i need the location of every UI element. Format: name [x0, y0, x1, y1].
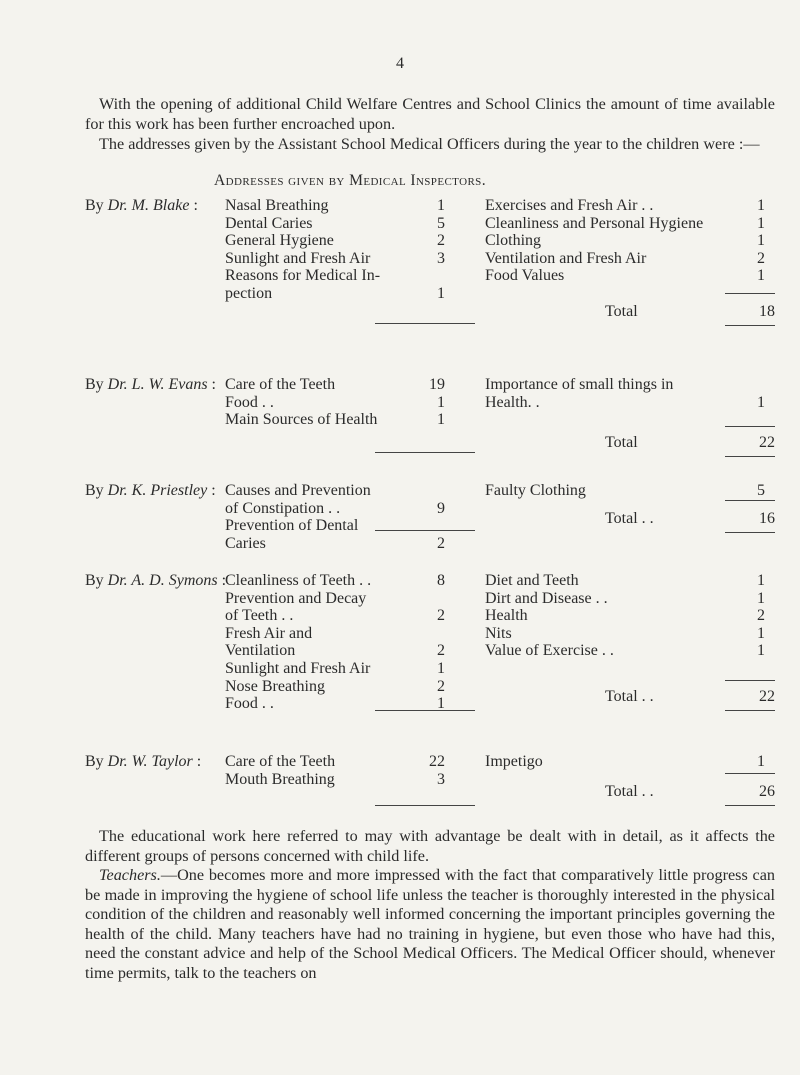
- left-topic-count: 1: [437, 695, 445, 713]
- right-topic-row: [485, 394, 775, 412]
- left-topic-row: [225, 753, 465, 771]
- doctor-prefix: By: [85, 753, 108, 770]
- right-topic-topic: Exercises and Fresh Air . .: [485, 197, 654, 214]
- left-topic-count: 1: [437, 659, 445, 677]
- closing-paragraph-1: The educational work here referred to may with advantage be dealt with in detail, as it affects the different groups of persons concerned with child life.: [85, 827, 775, 865]
- total-row: [605, 510, 775, 528]
- left-topic-row: [225, 215, 465, 233]
- doctor-name-text: Dr. M. Blake: [107, 197, 190, 214]
- right-topic-count: 2: [757, 607, 765, 625]
- left-topic-topic: Cleanliness of Teeth . .: [225, 572, 372, 589]
- left-topic-topic: Reasons for Medical In-: [225, 267, 381, 285]
- right-topic-row: [485, 232, 775, 250]
- right-topic-topic: Importance of small things in: [485, 376, 674, 393]
- subtotal-rule: [725, 426, 775, 427]
- left-topic-topic: Prevention of Dental: [225, 517, 359, 535]
- subtotal-rule: [725, 293, 775, 294]
- right-topics-column: [485, 572, 775, 660]
- right-topic-count: 1: [757, 624, 765, 642]
- left-topic-count: 22: [429, 753, 445, 770]
- left-topic-row: [225, 376, 465, 394]
- section-divider: [375, 805, 475, 806]
- left-topic-row: [225, 411, 465, 429]
- left-topic-count: 2: [437, 607, 445, 625]
- right-topic-topic: Dirt and Disease . .: [485, 589, 608, 607]
- total-value: 26: [759, 783, 775, 800]
- section-divider: [375, 323, 475, 324]
- right-topic-topic: Clothing: [485, 232, 542, 250]
- left-topic-topic: Caries: [225, 534, 266, 552]
- total-label: Total: [605, 303, 638, 320]
- doctor-name-text: Dr. W. Taylor: [107, 753, 193, 770]
- right-topic-count: 1: [757, 753, 765, 770]
- section-divider: [375, 530, 475, 531]
- left-topics-column: [225, 753, 475, 788]
- right-topic-row: [485, 215, 775, 233]
- right-topics-column: [485, 197, 775, 285]
- right-topic-row: [485, 625, 775, 643]
- right-topic-count: 1: [757, 214, 765, 232]
- doctor-block: [85, 572, 775, 712]
- left-topic-topic: Care of the Teeth: [225, 376, 336, 393]
- total-row: [605, 303, 775, 321]
- section-divider: [375, 710, 475, 711]
- right-topic-count: 1: [757, 267, 765, 285]
- left-topic-count: 2: [437, 642, 445, 660]
- right-topic-topic: Faulty Clothing: [485, 482, 586, 499]
- left-topic-topic: pection: [225, 284, 273, 302]
- right-topic-topic: Impetigo: [485, 753, 543, 770]
- total-row: [605, 434, 775, 452]
- right-topics-column: [485, 482, 775, 500]
- left-topic-count: 3: [437, 770, 445, 788]
- left-topics-column: [225, 572, 475, 713]
- doctor-suffix: :: [192, 753, 202, 770]
- right-topic-count: 2: [757, 249, 765, 267]
- left-topic-row: [225, 267, 465, 285]
- left-topic-count: 1: [437, 197, 445, 214]
- left-topic-topic: Dental Caries: [225, 214, 313, 232]
- total-rule: [725, 532, 775, 533]
- right-topics-column: [485, 376, 775, 411]
- doctor-suffix: :: [217, 572, 227, 589]
- right-topic-count: 1: [757, 572, 765, 589]
- doctor-suffix: :: [207, 482, 216, 499]
- doctor-name: [85, 376, 216, 394]
- right-topic-row: [485, 642, 775, 660]
- section-divider: [375, 452, 475, 453]
- left-topic-count: 5: [437, 214, 445, 232]
- section-heading: Addresses given by Medical Inspectors.: [214, 172, 487, 189]
- total-label: Total . .: [605, 688, 654, 705]
- right-topic-count: 1: [757, 232, 765, 250]
- intro-paragraph-2: The addresses given by the Assistant School Medical Officers during the year to the children were :—: [99, 135, 760, 153]
- subtotal-rule: [725, 680, 775, 681]
- left-topic-row: [225, 232, 465, 250]
- right-topic-topic: Nits: [485, 624, 512, 642]
- left-topic-count: 2: [437, 232, 445, 250]
- left-topic-topic: Food . .: [225, 393, 274, 411]
- left-topic-row: [225, 590, 465, 608]
- total-row: [605, 783, 775, 801]
- doctor-block: [85, 197, 775, 337]
- left-topics-column: [225, 376, 475, 429]
- left-topic-row: [225, 771, 465, 789]
- left-topic-count: 1: [437, 284, 445, 302]
- intro-paragraph-1: With the opening of additional Child Welfare Centres and School Clinics the amount of time available for this work has been further encroached upon.: [85, 95, 775, 133]
- doctor-suffix: :: [189, 197, 198, 214]
- total-rule: [725, 710, 775, 711]
- left-topic-row: [225, 517, 465, 535]
- total-rule: [725, 456, 775, 457]
- left-topics-column: [225, 482, 475, 552]
- teachers-text: —One becomes more and more impressed with the fact that comparatively little progress can be made in improving the hygiene of school life unless the teacher is thoroughly interested in the physical condition of the children and reasonably well informed concerning the important principles governing the health of the child. Many teachers have had no training in hygiene, but even those who have had this, need the constant advice and help of the School Medical Officers. The Medical Officer should, whenever time permits, talk to the teachers on: [85, 866, 775, 982]
- page-number: 4: [396, 55, 404, 72]
- right-topic-count: 1: [757, 393, 765, 411]
- left-topic-row: [225, 625, 465, 643]
- left-topic-topic: Ventilation: [225, 642, 296, 660]
- left-topic-count: 1: [437, 393, 445, 411]
- left-topic-topic: Main Sources of Health: [225, 411, 378, 429]
- left-topic-topic: Sunlight and Fresh Air: [225, 249, 371, 267]
- left-topic-row: [225, 607, 465, 625]
- doctor-name: [85, 197, 198, 215]
- right-topic-topic: Health. .: [485, 393, 540, 411]
- left-topic-topic: of Constipation . .: [225, 499, 341, 517]
- right-topic-count: 5: [757, 482, 765, 499]
- left-topic-topic: Care of the Teeth: [225, 753, 336, 770]
- left-topics-column: [225, 197, 475, 303]
- total-row: [605, 688, 775, 706]
- doctor-prefix: By: [85, 572, 108, 589]
- right-topic-topic: Health: [485, 607, 528, 625]
- left-topic-topic: Mouth Breathing: [225, 770, 335, 788]
- left-topic-count: 2: [437, 534, 445, 552]
- left-topic-row: [225, 572, 465, 590]
- right-topic-row: [485, 482, 775, 500]
- doctor-name-text: Dr. K. Priestley: [107, 482, 208, 499]
- left-topic-topic: Prevention and Decay: [225, 589, 367, 607]
- teachers-lead: Teachers.: [99, 866, 161, 884]
- left-topic-topic: Food . .: [225, 695, 274, 713]
- left-topic-count: 2: [437, 677, 445, 695]
- left-topic-count: 9: [437, 499, 445, 517]
- subtotal-rule: [725, 500, 775, 501]
- total-label: Total: [605, 434, 638, 451]
- doctor-name-text: Dr. L. W. Evans: [107, 376, 208, 393]
- doctor-suffix: :: [207, 376, 216, 393]
- right-topic-count: 1: [757, 197, 765, 214]
- right-topic-row: [485, 753, 775, 771]
- left-topic-topic: Causes and Prevention: [225, 482, 371, 499]
- left-topic-row: [225, 642, 465, 660]
- doctor-prefix: By: [85, 376, 108, 393]
- right-topics-column: [485, 753, 775, 771]
- left-topic-row: [225, 197, 465, 215]
- doctor-name-text: Dr. A. D. Symons: [107, 572, 218, 589]
- left-topic-topic: Nose Breathing: [225, 677, 325, 695]
- right-topic-topic: Cleanliness and Personal Hygiene: [485, 214, 704, 232]
- doctor-name: [85, 572, 226, 590]
- left-topic-topic: Nasal Breathing: [225, 197, 329, 214]
- right-topic-count: 1: [757, 589, 765, 607]
- left-topic-row: [225, 500, 465, 518]
- right-topic-row: [485, 267, 775, 285]
- doctor-prefix: By: [85, 482, 108, 499]
- doctor-name: [85, 753, 201, 771]
- total-rule: [725, 805, 775, 806]
- left-topic-topic: Sunlight and Fresh Air: [225, 659, 371, 677]
- total-rule: [725, 325, 775, 326]
- left-topic-topic: Fresh Air and: [225, 624, 313, 642]
- left-topic-row: [225, 285, 465, 303]
- right-topic-topic: Food Values: [485, 267, 565, 285]
- right-topic-row: [485, 197, 775, 215]
- right-topic-topic: Diet and Teeth: [485, 572, 579, 589]
- left-topic-count: 8: [437, 572, 445, 589]
- left-topic-row: [225, 660, 465, 678]
- total-label: Total . .: [605, 783, 654, 800]
- right-topic-topic: Value of Exercise . .: [485, 642, 614, 660]
- subtotal-rule: [725, 773, 775, 774]
- left-topic-count: 1: [437, 411, 445, 429]
- doctor-prefix: By: [85, 197, 108, 214]
- total-value: 22: [759, 688, 775, 705]
- doctor-name: [85, 482, 216, 500]
- closing-paragraph-2: [85, 866, 775, 984]
- right-topic-count: 1: [757, 642, 765, 660]
- total-value: 22: [759, 434, 775, 451]
- total-label: Total . .: [605, 510, 654, 527]
- total-value: 18: [759, 303, 775, 320]
- right-topic-row: [485, 376, 775, 394]
- left-topic-topic: of Teeth . .: [225, 607, 294, 625]
- left-topic-count: 19: [429, 376, 445, 393]
- total-value: 16: [759, 510, 775, 527]
- left-topic-row: [225, 535, 465, 553]
- right-topic-row: [485, 607, 775, 625]
- left-topic-count: 3: [437, 249, 445, 267]
- left-topic-row: [225, 482, 465, 500]
- right-topic-row: [485, 590, 775, 608]
- right-topic-row: [485, 250, 775, 268]
- left-topic-row: [225, 678, 465, 696]
- left-topic-topic: General Hygiene: [225, 232, 334, 250]
- right-topic-topic: Ventilation and Fresh Air: [485, 249, 647, 267]
- right-topic-row: [485, 572, 775, 590]
- left-topic-row: [225, 250, 465, 268]
- left-topic-row: [225, 394, 465, 412]
